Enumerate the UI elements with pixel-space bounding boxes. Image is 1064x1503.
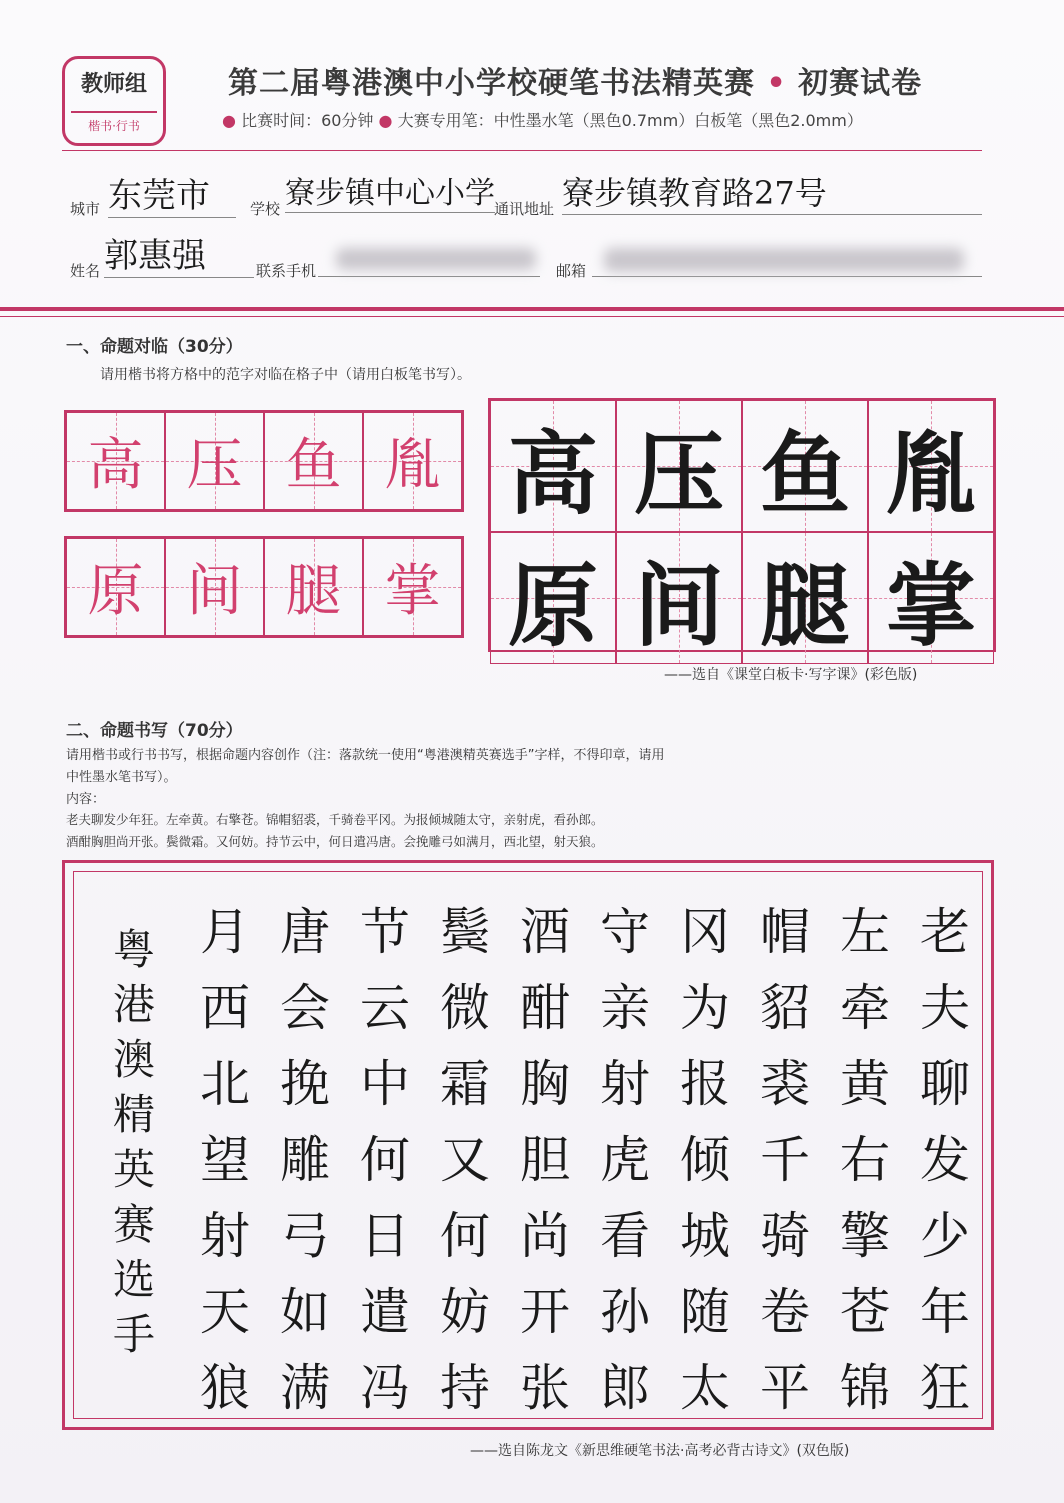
handwritten-char: 擎 bbox=[840, 1207, 890, 1265]
handwritten-char: 右 bbox=[840, 1131, 890, 1189]
handwritten-char: 守 bbox=[600, 903, 650, 961]
handwritten-char: 孙 bbox=[600, 1283, 650, 1341]
model-cell bbox=[868, 400, 994, 532]
name-field[interactable]: 郭惠强 bbox=[104, 228, 254, 278]
section1-credit: ——选自《课堂白板卡·写字课》(彩色版) bbox=[664, 667, 918, 683]
handwritten-char: 聊 bbox=[920, 1055, 970, 1113]
copy-grid-row2 bbox=[64, 536, 464, 638]
address-label: 通讯地址 bbox=[494, 200, 555, 218]
content-line-2: 酒酣胸胆尚开张。鬓微霜。又何妨。持节云中，何日遣冯唐。会挽雕弓如满月，西北望，射天狼。 bbox=[66, 834, 604, 849]
handwritten-char: 狂 bbox=[920, 1359, 970, 1417]
handwritten-char: 少 bbox=[920, 1207, 970, 1265]
model-cell bbox=[742, 532, 868, 664]
handwritten-char: 黄 bbox=[840, 1055, 890, 1113]
composition-area[interactable] bbox=[73, 871, 983, 1419]
pen-note: 大赛专用笔：中性墨水笔（黑色0.7mm）白板笔（黑色2.0mm） bbox=[397, 111, 863, 130]
handwritten-char: 锦 bbox=[840, 1359, 890, 1417]
handwritten-char: 霜 bbox=[440, 1055, 490, 1113]
group-label: 教师组 bbox=[80, 72, 147, 97]
copy-char: 间 bbox=[186, 559, 243, 624]
email-label: 邮箱 bbox=[556, 262, 587, 280]
copy-cell[interactable] bbox=[264, 538, 363, 636]
handwritten-char: 节 bbox=[360, 903, 410, 961]
text-column bbox=[510, 894, 580, 1426]
handwritten-char: 牵 bbox=[840, 979, 890, 1037]
copy-char: 鱼 bbox=[285, 433, 342, 498]
handwritten-char: 太 bbox=[680, 1359, 730, 1417]
text-column bbox=[830, 894, 900, 1426]
copy-cell[interactable] bbox=[66, 412, 165, 510]
handwritten-char: 望 bbox=[200, 1131, 250, 1189]
handwritten-char: 中 bbox=[360, 1055, 410, 1113]
signature-char: 手 bbox=[112, 1310, 155, 1359]
section-divider-thin bbox=[0, 316, 1064, 317]
handwritten-char: 何 bbox=[360, 1131, 410, 1189]
handwritten-char: 微 bbox=[440, 979, 490, 1037]
copy-cell[interactable] bbox=[264, 412, 363, 510]
handwritten-char: 年 bbox=[920, 1283, 970, 1341]
bullet-icon: ● bbox=[222, 111, 236, 130]
bullet-icon: ● bbox=[378, 111, 393, 130]
model-cell bbox=[742, 400, 868, 532]
content-line-1: 老夫聊发少年狂。左牵黄。右擎苍。锦帽貂裘，千骑卷平冈。为报倾城随太守，亲射虎，看孙郎。 bbox=[66, 812, 604, 827]
handwritten-char: 雕 bbox=[280, 1131, 330, 1189]
school-label: 学校 bbox=[250, 200, 281, 218]
text-column bbox=[430, 894, 500, 1426]
city-field[interactable]: 东莞市 bbox=[108, 168, 236, 218]
handwritten-char: 射 bbox=[200, 1207, 250, 1265]
handwritten-char: 倾 bbox=[680, 1131, 730, 1189]
model-char: 腿 bbox=[760, 553, 850, 659]
model-char: 原 bbox=[508, 553, 598, 659]
signature-char: 港 bbox=[112, 980, 155, 1029]
handwritten-char: 发 bbox=[920, 1131, 970, 1189]
header-rule bbox=[62, 150, 982, 151]
school-field[interactable]: 寮步镇中心小学 bbox=[285, 168, 495, 213]
handwritten-char: 妨 bbox=[440, 1283, 490, 1341]
section2-credit: ——选自陈龙文《新思维硬笔书法·高考必背古诗文》(双色版) bbox=[470, 1443, 850, 1459]
model-char: 鱼 bbox=[760, 421, 850, 527]
handwritten-char: 射 bbox=[600, 1055, 650, 1113]
handwritten-char: 胆 bbox=[520, 1131, 570, 1189]
handwritten-char: 为 bbox=[680, 979, 730, 1037]
handwritten-char: 冈 bbox=[680, 903, 730, 961]
phone-field[interactable] bbox=[318, 240, 540, 277]
model-cell bbox=[616, 400, 742, 532]
phone-label: 联系手机 bbox=[256, 262, 317, 280]
copy-char: 胤 bbox=[384, 433, 441, 498]
text-column bbox=[670, 894, 740, 1426]
handwritten-char: 老 bbox=[920, 903, 970, 961]
section-divider bbox=[0, 307, 1064, 311]
handwritten-char: 天 bbox=[200, 1283, 250, 1341]
handwritten-char: 酒 bbox=[520, 903, 570, 961]
handwritten-char: 夫 bbox=[920, 979, 970, 1037]
handwritten-char: 平 bbox=[760, 1359, 810, 1417]
handwritten-char: 又 bbox=[440, 1131, 490, 1189]
handwritten-char: 云 bbox=[360, 979, 410, 1037]
address-field[interactable]: 寮步镇教育路27号 bbox=[562, 168, 982, 215]
model-grid bbox=[488, 398, 996, 659]
handwritten-char: 西 bbox=[200, 979, 250, 1037]
model-char: 胤 bbox=[886, 421, 976, 527]
time-note: 比赛时间：60分钟 bbox=[241, 111, 374, 130]
copy-char: 原 bbox=[87, 559, 144, 624]
copy-grid-row1 bbox=[64, 410, 464, 512]
copy-cell[interactable] bbox=[165, 538, 264, 636]
text-column bbox=[270, 894, 340, 1426]
handwritten-char: 弓 bbox=[280, 1207, 330, 1265]
handwritten-char: 尚 bbox=[520, 1207, 570, 1265]
section2-title: 二、命题书写（70分） bbox=[66, 721, 243, 741]
handwritten-char: 开 bbox=[520, 1283, 570, 1341]
text-column bbox=[750, 894, 820, 1426]
model-char: 间 bbox=[634, 553, 724, 659]
model-char: 高 bbox=[508, 421, 598, 527]
exam-notes bbox=[222, 108, 863, 131]
handwritten-char: 帽 bbox=[760, 903, 810, 961]
title-suffix: 初赛试卷 bbox=[798, 66, 923, 101]
handwritten-char: 裘 bbox=[760, 1055, 810, 1113]
handwritten-char: 遣 bbox=[360, 1283, 410, 1341]
content-label: 内容： bbox=[66, 792, 106, 807]
handwritten-char: 冯 bbox=[360, 1359, 410, 1417]
model-char: 压 bbox=[634, 421, 724, 527]
handwritten-char: 虎 bbox=[600, 1131, 650, 1189]
handwritten-char: 唐 bbox=[280, 903, 330, 961]
handwritten-char: 北 bbox=[200, 1055, 250, 1113]
handwritten-char: 报 bbox=[680, 1055, 730, 1113]
redacted-phone bbox=[336, 248, 536, 270]
handwritten-char: 会 bbox=[280, 979, 330, 1037]
handwritten-char: 苍 bbox=[840, 1283, 890, 1341]
signature-char: 英 bbox=[112, 1145, 155, 1194]
model-cell bbox=[868, 532, 994, 664]
section2-instruction-1: 请用楷书或行书书写，根据命题内容创作（注：落款统一使用“粤港澳精英赛选手”字样，不得印章，请用 bbox=[66, 748, 665, 763]
section1-title: 一、命题对临（30分） bbox=[66, 337, 243, 357]
section1-instruction: 请用楷书将方格中的范字对临在格子中（请用白板笔书写）。 bbox=[100, 367, 471, 383]
group-badge bbox=[62, 56, 166, 146]
text-column bbox=[910, 894, 980, 1426]
handwritten-char: 千 bbox=[760, 1131, 810, 1189]
page-title bbox=[228, 58, 922, 102]
handwritten-char: 骑 bbox=[760, 1207, 810, 1265]
model-char: 掌 bbox=[886, 553, 976, 659]
copy-char: 掌 bbox=[384, 559, 441, 624]
title-main: 第二届粤港澳中小学校硬笔书法精英赛 bbox=[228, 66, 755, 101]
signature-column bbox=[104, 922, 164, 1362]
handwritten-char: 酣 bbox=[520, 979, 570, 1037]
handwritten-char: 满 bbox=[280, 1359, 330, 1417]
model-cell bbox=[490, 532, 616, 664]
model-cell bbox=[490, 400, 616, 532]
signature-char: 精 bbox=[112, 1090, 155, 1139]
title-dot: • bbox=[766, 66, 787, 101]
handwritten-char: 日 bbox=[360, 1207, 410, 1265]
copy-cell[interactable] bbox=[363, 412, 462, 510]
model-cell bbox=[616, 532, 742, 664]
handwritten-char: 鬓 bbox=[440, 903, 490, 961]
text-column bbox=[590, 894, 660, 1426]
redacted-email bbox=[604, 248, 964, 272]
handwritten-char: 随 bbox=[680, 1283, 730, 1341]
handwritten-char: 城 bbox=[680, 1207, 730, 1265]
handwritten-char: 何 bbox=[440, 1207, 490, 1265]
signature-char: 选 bbox=[112, 1255, 155, 1304]
handwritten-char: 左 bbox=[840, 903, 890, 961]
composition-frame bbox=[62, 860, 994, 1430]
handwritten-char: 亲 bbox=[600, 979, 650, 1037]
handwritten-char: 持 bbox=[440, 1359, 490, 1417]
handwritten-char: 貂 bbox=[760, 979, 810, 1037]
handwritten-char: 如 bbox=[280, 1283, 330, 1341]
copy-cell[interactable] bbox=[165, 412, 264, 510]
handwritten-char: 狼 bbox=[200, 1359, 250, 1417]
city-label: 城市 bbox=[70, 200, 101, 218]
copy-char: 腿 bbox=[285, 559, 342, 624]
copy-cell[interactable] bbox=[66, 538, 165, 636]
text-column bbox=[190, 894, 260, 1426]
handwritten-char: 张 bbox=[520, 1359, 570, 1417]
handwritten-char: 卷 bbox=[760, 1283, 810, 1341]
signature-char: 赛 bbox=[112, 1200, 155, 1249]
style-label: 楷书·行书 bbox=[88, 119, 140, 133]
copy-cell[interactable] bbox=[363, 538, 462, 636]
badge-divider bbox=[71, 111, 157, 113]
handwritten-char: 月 bbox=[200, 903, 250, 961]
name-label: 姓名 bbox=[70, 262, 101, 280]
section2-instruction-2: 中性墨水笔书写）。 bbox=[66, 770, 177, 785]
copy-char: 高 bbox=[87, 433, 144, 498]
handwritten-char: 看 bbox=[600, 1207, 650, 1265]
text-column bbox=[350, 894, 420, 1426]
signature-char: 粤 bbox=[112, 925, 155, 974]
email-field[interactable] bbox=[592, 240, 982, 277]
signature-char: 澳 bbox=[112, 1035, 155, 1084]
handwritten-char: 胸 bbox=[520, 1055, 570, 1113]
copy-char: 压 bbox=[186, 433, 243, 498]
handwritten-char: 挽 bbox=[280, 1055, 330, 1113]
handwritten-char: 郎 bbox=[600, 1359, 650, 1417]
